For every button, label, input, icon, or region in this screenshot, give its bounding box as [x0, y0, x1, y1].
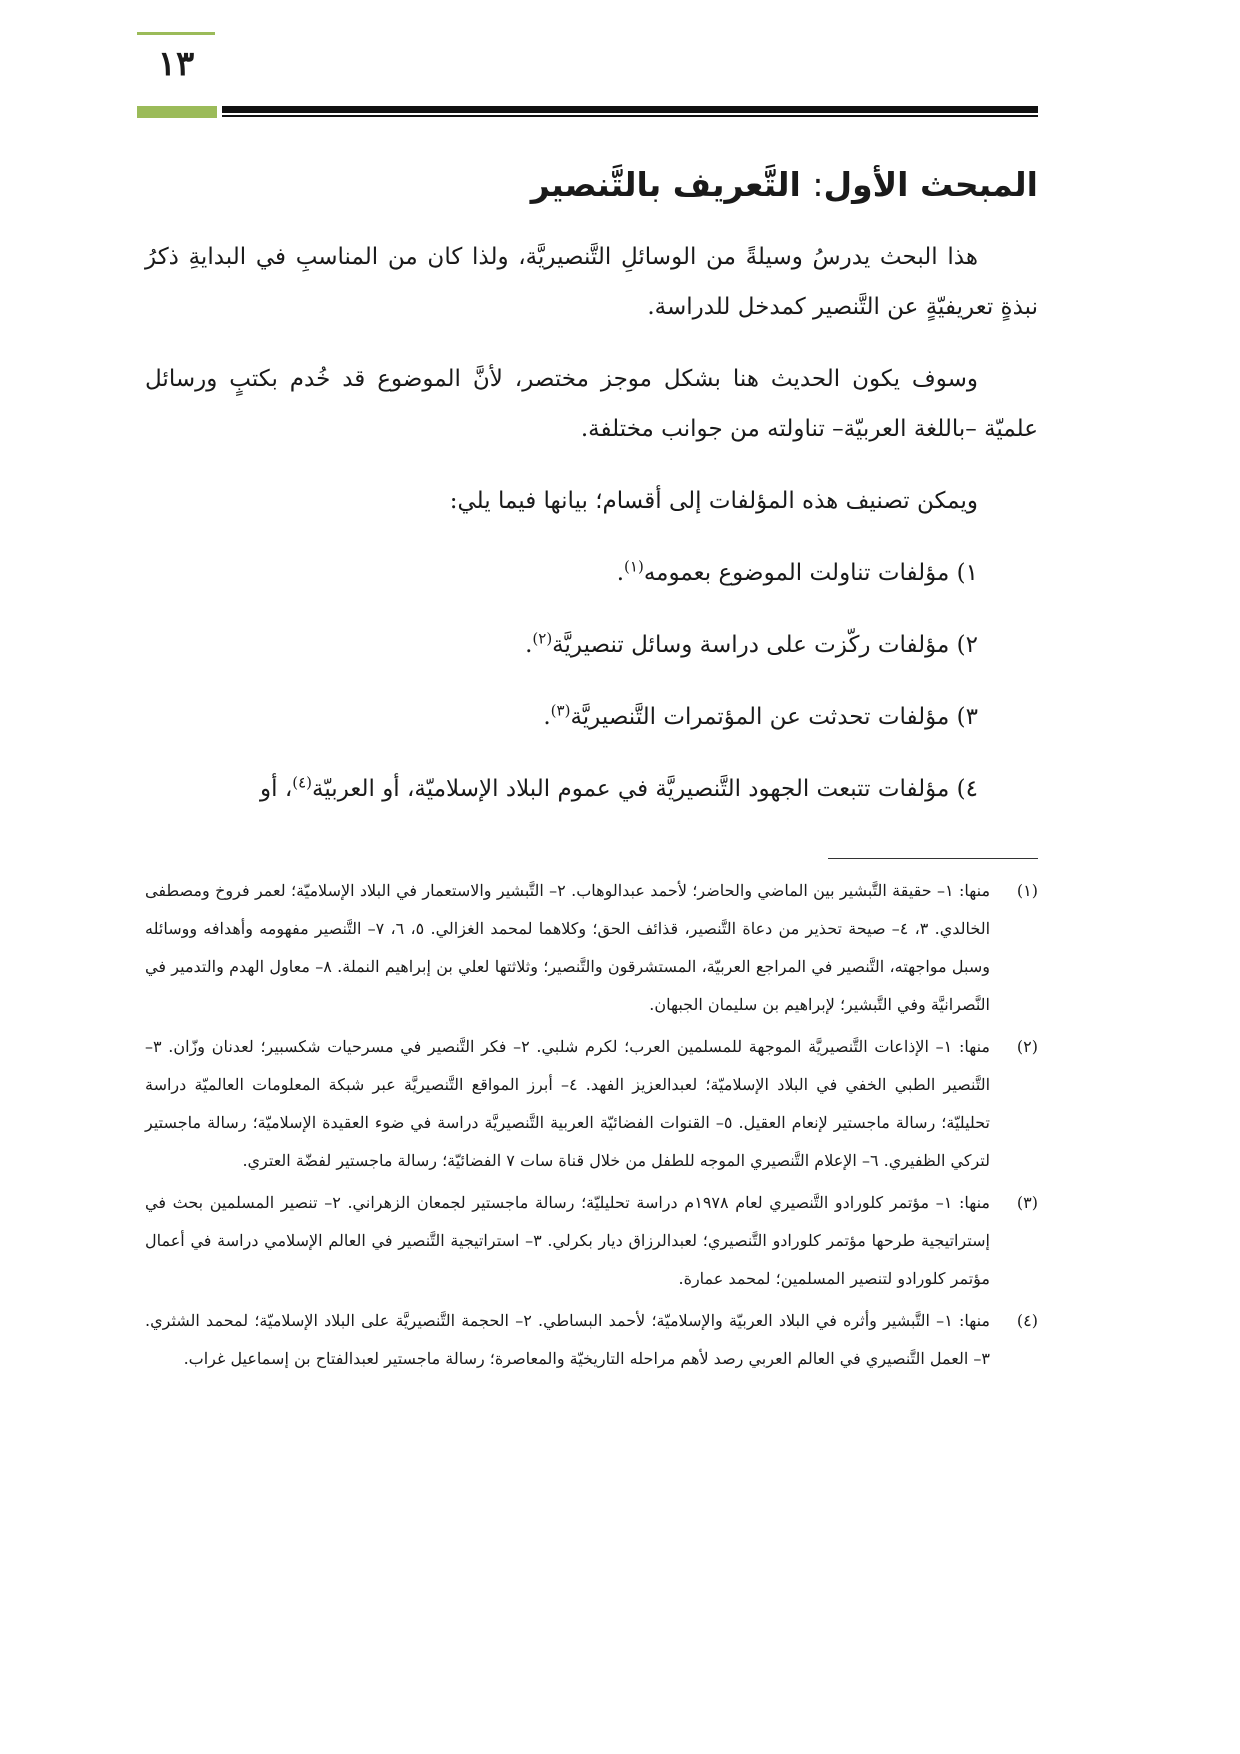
- footnote: [145, 1028, 1038, 1180]
- page-number: ١٣: [157, 44, 195, 84]
- header-rule-thick: [222, 106, 1038, 113]
- list-item-number: ٣): [956, 704, 978, 731]
- section-heading: [145, 162, 1038, 208]
- list-item-tail: ، أو: [260, 776, 293, 803]
- footnote-ref[interactable]: (٣): [550, 701, 571, 720]
- list-item: [145, 548, 978, 598]
- list-item-tail: .: [616, 560, 625, 587]
- footnote-text: منها: ١– حقيقة التَّبشير بين الماضي والحاضر؛ لأحمد عبدالوهاب. ٢– التَّبشير والاستعمار في البلاد الإسلاميّة؛ لعمر فروخ ومصطفى الخالدي. ٣، ٤– صيحة تحذير من دعاة التَّنصير، قذائف الحق؛ وكلاهما لمحمد الغزالي. ٥، ٦، ٧– التَّنصير مفهومه وأهدافه ووسائله وسبل مواجهته، التَّنصير في المراجع العربيّة، المستشرقون والتَّنصير؛ وثلاثتها لعلي بن إبراهيم النملة. ٨– معاول الهدم والتدمير في النَّصرانيَّة وفي التَّبشير؛ لإبراهيم بن سليمان الجبهان.: [145, 881, 991, 1014]
- classification-paragraph: ويمكن تصنيف هذه المؤلفات إلى أقسام؛ بيانها فيما يلي:: [449, 488, 978, 515]
- footnote-ref[interactable]: (١): [624, 557, 644, 576]
- list-item: [145, 620, 978, 670]
- list-item-tail: .: [543, 704, 551, 731]
- list-item-text: مؤلفات تتبعت الجهود التَّنصيريَّة في عموم البلاد الإسلاميّة، أو العربيّة: [312, 776, 950, 803]
- heading-prefix: المبحث الأول: [823, 165, 1038, 204]
- footnote-ref[interactable]: (٤): [292, 773, 313, 792]
- main-content: [145, 150, 1038, 836]
- header-rule-thin: [222, 115, 1038, 117]
- footnote-number: (٤): [1016, 1311, 1038, 1330]
- classification-list: [145, 548, 1038, 814]
- list-item-text: مؤلفات تناولت الموضوع بعمومه: [643, 560, 950, 587]
- footnote-separator: [828, 858, 1038, 859]
- footnote: [145, 872, 1038, 1024]
- intro-paragraph: هذا البحث يدرسُ وسيلةً من الوسائلِ التَّنصيريَّة، ولذا كان من المناسبِ في البدايةِ ذكرُ نبذةٍ تعريفيّةٍ عن التَّنصير كمدخل للدراسة.: [145, 244, 1038, 321]
- footnote-number: (١): [1016, 881, 1038, 900]
- footnote: [145, 1184, 1038, 1298]
- footnote-ref[interactable]: (٢): [532, 629, 553, 648]
- list-item-number: ٢): [956, 632, 978, 659]
- list-item-text: مؤلفات تحدثت عن المؤتمرات التَّنصيريَّة: [570, 704, 950, 731]
- list-item-text: مؤلفات ركّزت على دراسة وسائل تنصيريَّة: [552, 632, 950, 659]
- list-item: [145, 764, 978, 814]
- list-item: [145, 692, 978, 742]
- header-accent-line: [137, 32, 215, 35]
- footnote-number: (٢): [1016, 1037, 1038, 1056]
- header-green-block: [137, 106, 217, 118]
- list-item-number: ١): [956, 560, 978, 587]
- footnote-number: (٣): [1016, 1193, 1038, 1212]
- scope-paragraph: وسوف يكون الحديث هنا بشكل موجز مختصر، لأنَّ الموضوع قد خُدم بكتبٍ ورسائل علميّة –باللغة العربيّة– تناولته من جوانب مختلفة.: [145, 366, 1038, 443]
- footnote-text: منها: ١– التَّبشير وأثره في البلاد العربيّة والإسلاميّة؛ لأحمد البساطي. ٢– الحجمة التَّنصيريَّة على البلاد الإسلاميّة؛ لمحمد الشثري. ٣– العمل التَّنصيري في العالم العربي رصد لأهم مراحله التاريخيّة والمعاصرة؛ رسالة ماجستير لعبدالفتاح بن إسماعيل غراب.: [145, 1311, 991, 1368]
- footnote-text: منها: ١– الإذاعات التَّنصيريَّة الموجهة للمسلمين العرب؛ لكرم شلبي. ٢– فكر التَّنصير في مسرحيات شكسبير؛ لعدنان وزّان. ٣– التَّنصير الطبي الخفي في البلاد الإسلاميّة؛ لعبدالعزيز الفهد. ٤– أبرز المواقع التَّنصيريَّة عبر شبكة المعلومات العالميّة دراسة تحليليّة؛ رسالة ماجستير لإنعام العقيل. ٥– القنوات الفضائيّة العربية التَّنصيريَّة دراسة في ضوء العقيدة الإسلاميّة؛ رسالة ماجستير لتركي الظفيري. ٦– الإعلام التَّنصيري الموجه للطفل من خلال قناة سات ٧ الفضائيّة؛ رسالة ماجستير لفضّة العتري.: [145, 1037, 991, 1170]
- footnote: [145, 1302, 1038, 1378]
- heading-separator: :: [812, 165, 824, 204]
- heading-title: التَّعريف بالتَّنصير: [530, 165, 801, 204]
- list-item-tail: .: [525, 632, 533, 659]
- list-item-number: ٤): [956, 776, 978, 803]
- footnotes: [145, 872, 1038, 1382]
- footnote-text: منها: ١– مؤتمر كلورادو التَّنصيري لعام ١٩٧٨م دراسة تحليليّة؛ رسالة ماجستير لجمعان الزهراني. ٢– تنصير المسلمين بحث في إستراتيجية طرحها مؤتمر كلورادو التَّنصيري؛ لعبدالرزاق ديار بكرلي. ٣– استراتيجية التَّنصير في العالم الإسلامي دراسة في أعمال مؤتمر كلورادو لتنصير المسلمين؛ لمحمد عمارة.: [145, 1193, 990, 1288]
